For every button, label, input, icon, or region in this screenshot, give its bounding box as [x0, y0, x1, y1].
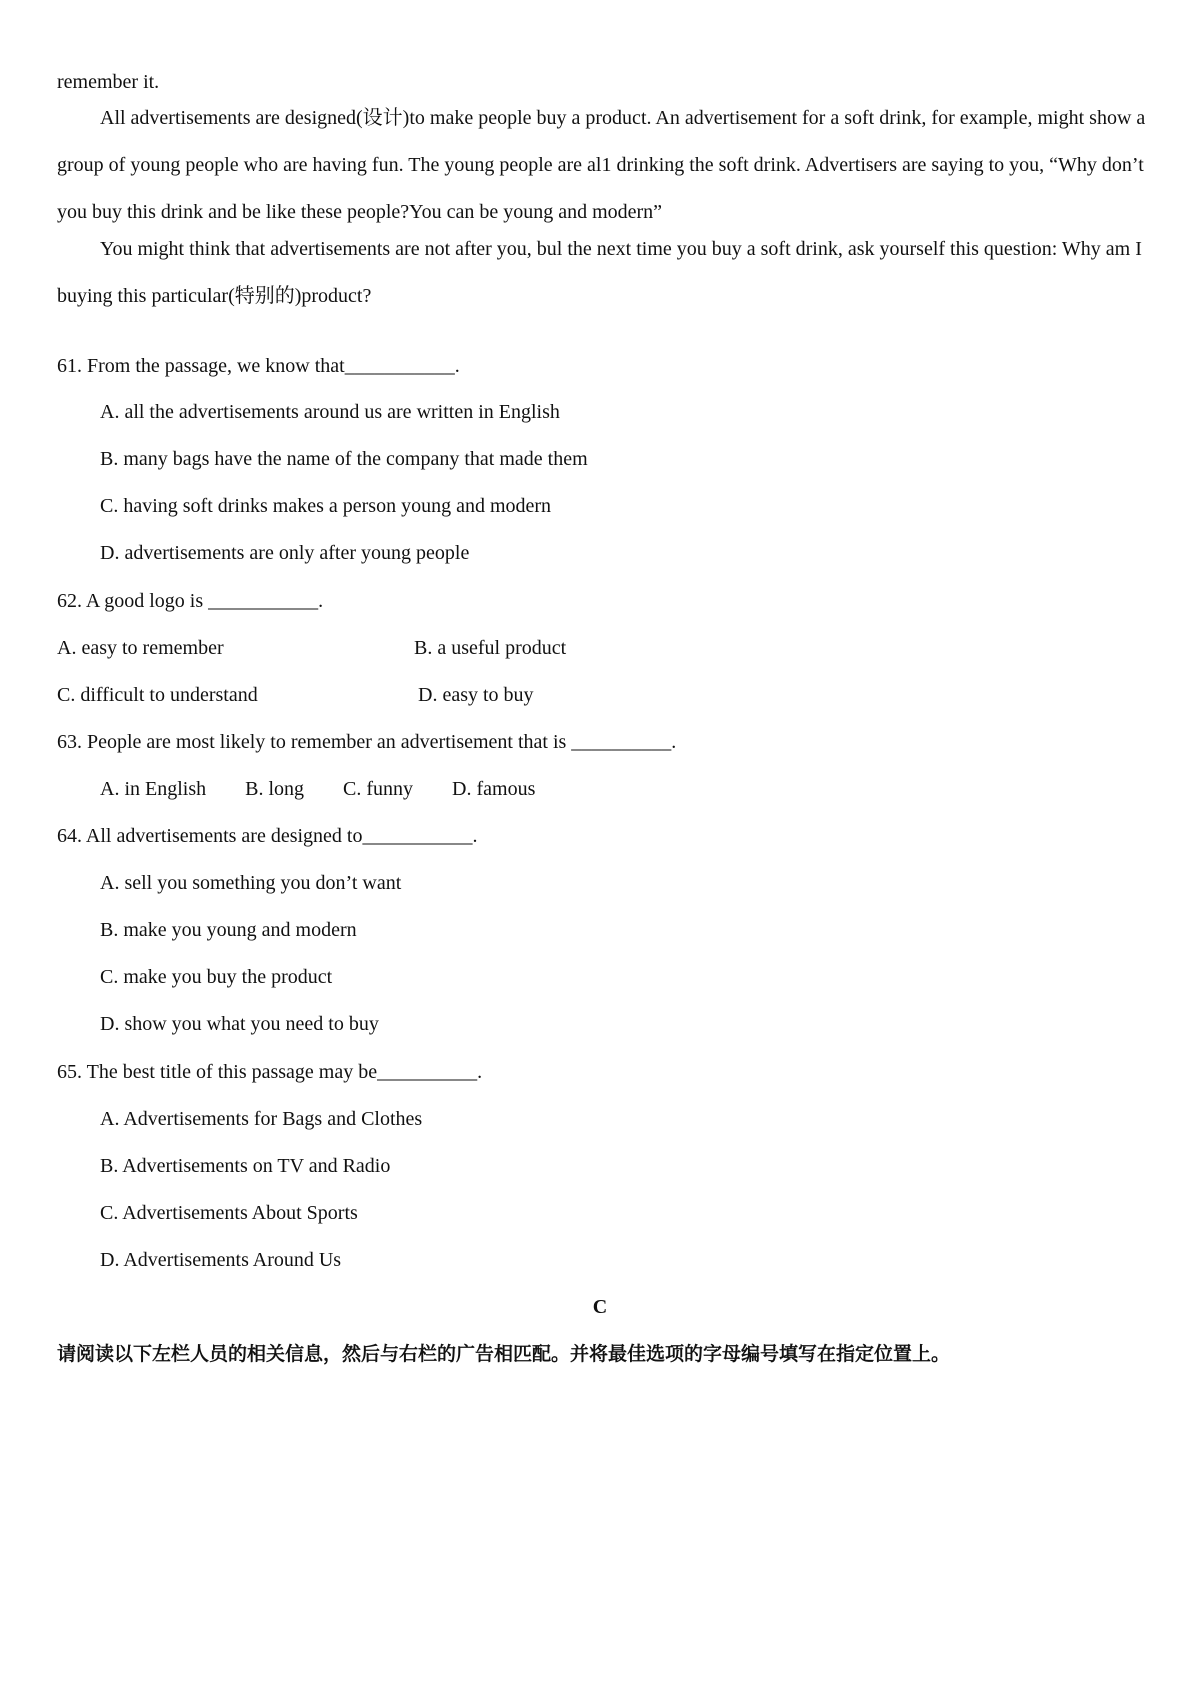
- question-65-option-d: D. Advertisements Around Us: [100, 1249, 342, 1271]
- question-65-stem: 65. The best title of this passage may be__________.: [57, 1061, 483, 1083]
- question-65-option-b: B. Advertisements on TV and Radio: [100, 1155, 391, 1177]
- question-63-options: [100, 777, 569, 801]
- question-65-option-c: C. Advertisements About Sports: [100, 1202, 358, 1224]
- question-62-option-c: C. difficult to understand: [57, 684, 258, 706]
- question-63-stem: 63. People are most likely to remember an advertisement that is __________.: [57, 731, 677, 753]
- paragraph-you-might-text: You might think that advertisements are not after you, bul the next time you buy a soft drink, ask yourself this question: Why am I buying this particular(特别的)product?: [57, 238, 1142, 307]
- paragraph-ads-designed-text: All advertisements are designed(设计)to make people buy a product. An advertisement for a soft drink, for example, might show a group of young people who are having fun. The young people are al1 drinking the soft drink. Advertisers are saying to you, “Why don’t you buy this drink and be like these people?You can be young and modern”: [57, 107, 1146, 223]
- passage-fragment: remember it.: [57, 71, 160, 93]
- question-64-option-d: D. show you what you need to buy: [100, 1013, 379, 1035]
- question-64-stem: 64. All advertisements are designed to___________.: [57, 825, 478, 847]
- question-63-option-d: D. famous: [452, 778, 536, 800]
- question-62-option-a: A. easy to remember: [57, 637, 224, 659]
- question-64-option-c: C. make you buy the product: [100, 966, 333, 988]
- question-61-stem: 61. From the passage, we know that___________.: [57, 355, 460, 377]
- question-61-option-a: A. all the advertisements around us are written in English: [100, 401, 560, 423]
- question-61-option-b: B. many bags have the name of the company that made them: [100, 448, 588, 470]
- question-63-option-a: A. in English: [100, 778, 207, 800]
- question-62-options-row-2: [57, 683, 1157, 707]
- question-62-option-b: B. a useful product: [414, 637, 567, 659]
- question-62-options-row-1: [57, 636, 1157, 660]
- question-61-option-c: C. having soft drinks makes a person young and modern: [100, 495, 552, 517]
- question-64-option-b: B. make you young and modern: [100, 919, 357, 941]
- question-65-option-a: A. Advertisements for Bags and Clothes: [100, 1108, 423, 1130]
- question-64-option-a: A. sell you something you don’t want: [100, 872, 402, 894]
- section-c-instruction: 请阅读以下左栏人员的相关信息，然后与右栏的广告相匹配。并将最佳选项的字母编号填写在指定位置上。: [57, 1343, 951, 1365]
- question-62-stem: 62. A good logo is ___________.: [57, 590, 324, 612]
- paragraph-ads-designed: [57, 95, 1157, 236]
- paragraph-you-might: [57, 226, 1157, 320]
- question-63-option-c: C. funny: [343, 778, 414, 800]
- question-62-option-d: D. easy to buy: [418, 684, 534, 706]
- section-c-heading: C: [592, 1296, 608, 1318]
- question-63-option-b: B. long: [245, 778, 305, 800]
- question-61-option-d: D. advertisements are only after young people: [100, 542, 470, 564]
